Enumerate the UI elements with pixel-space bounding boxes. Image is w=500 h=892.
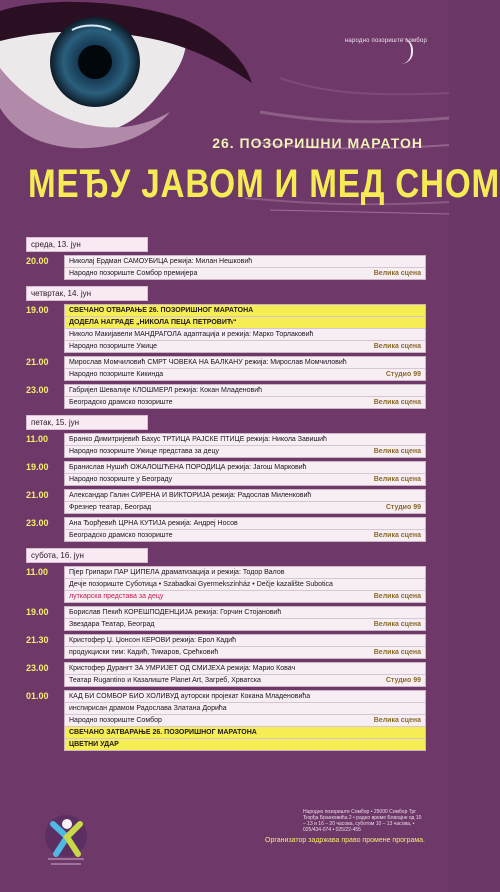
festival-title: МЕЂУ ЈАВОМ И МЕД СНОМ (28, 162, 500, 206)
theatre-brand: народно позориште сомбор (344, 38, 427, 44)
event-time: 11.00 (26, 567, 49, 577)
event-line: КАД БИ СОМБОР БИО ХОЛИВУД ауторски пројекат Кокана Младеновића (65, 691, 425, 703)
event-venue-line (65, 446, 425, 457)
event-line: Ана Ђорђевић ЦРНА КУТИЈА режија: Андреј Носов (65, 518, 425, 530)
event-card (64, 304, 426, 353)
day-heading: субота, 16. јун (26, 548, 148, 563)
event-company: Народно позориште Сомбор премијера (69, 270, 198, 277)
event-card (64, 690, 426, 751)
event-row (26, 489, 426, 514)
event-row (26, 606, 426, 631)
event-venue: Велика сцена (373, 399, 421, 406)
event-row (26, 517, 426, 542)
event-highlight-line: СВЕЧАНО ОТВАРАЊЕ 26. ПОЗОРИШНОГ МАРАТОНА (65, 305, 425, 317)
event-company: Фрезнер театар, Београд (69, 504, 152, 511)
event-card (64, 433, 426, 458)
event-time: 21.00 (26, 490, 49, 500)
event-row (26, 662, 426, 687)
event-row (26, 433, 426, 458)
event-venue-line (65, 268, 425, 279)
event-line: Бранко Димитријевић Бахус ТРТИЦА РАЈСКЕ ПТИЦЕ режија: Никола Завишић (65, 434, 425, 446)
event-time: 23.00 (26, 385, 49, 395)
event-time: 11.00 (26, 434, 49, 444)
event-time: 21.00 (26, 357, 49, 367)
event-row (26, 690, 426, 751)
event-company: Народно позориште Ужице представа за децу (69, 448, 219, 455)
event-venue: Велика сцена (373, 532, 421, 539)
event-company: Народно позориште Ужице (69, 343, 158, 350)
event-venue: Студио 99 (385, 371, 421, 378)
event-row (26, 304, 426, 353)
event-note: луткарска представа за децу (69, 593, 164, 600)
event-line: Николај Ердман САМОУБИЦА режија: Милан Нешковић (65, 256, 425, 268)
event-line: Кристофер Џ. Џонсон КЕРОВИ режија: Ерол Кадић (65, 635, 425, 647)
event-card (64, 662, 426, 687)
event-highlight-line: СВЕЧАНО ЗАТВАРАЊЕ 26. ПОЗОРИШНОГ МАРАТОНА (65, 727, 425, 739)
day-heading: петак, 15. јун (26, 415, 148, 430)
event-venue-line (65, 369, 425, 380)
event-card (64, 255, 426, 280)
event-time: 23.00 (26, 663, 49, 673)
event-highlight-line: ДОДЕЛА НАГРАДЕ „НИКОЛА ПЕЦА ПЕТРОВИЋ“ (65, 317, 425, 329)
event-line: Кристофер Дурангт ЗА УМРИЈЕТ ОД СМИЈЕХА режија: Марио Ковач (65, 663, 425, 675)
event-venue: Велика сцена (373, 448, 421, 455)
event-venue: Велика сцена (373, 717, 421, 724)
event-time: 23.00 (26, 518, 49, 528)
event-line: Борислав Пекић КОРЕШПОДЕНЦИЈА режија: Горчин Стојановић (65, 607, 425, 619)
event-company: Народно позориште Сомбор (69, 717, 162, 724)
event-time: 19.00 (26, 305, 49, 315)
event-time: 19.00 (26, 462, 49, 472)
event-row (26, 356, 426, 381)
event-card (64, 517, 426, 542)
festival-logo (36, 812, 96, 870)
event-company: Београдско драмско позориште (69, 532, 173, 539)
event-card (64, 489, 426, 514)
event-card (64, 461, 426, 486)
event-venue-line (65, 397, 425, 408)
event-line: инспирисан драмом Радослава Златана Дорића (65, 703, 425, 715)
event-time: 21.30 (26, 635, 49, 645)
event-line: Дечје позориште Суботица • Szabadkai Gyermekszínház • Dečje kazalište Subotica (65, 579, 425, 591)
event-venue-line (65, 619, 425, 630)
event-venue: Велика сцена (373, 649, 421, 656)
event-line: Бранислав Нушић ОЖАЛОШЋЕНА ПОРОДИЦА режија: Јагош Марковић (65, 462, 425, 474)
event-time: 01.00 (26, 691, 49, 701)
event-line: Пјер Грипари ПАР ЦИПЕЛА драматизација и режија: Тодор Валов (65, 567, 425, 579)
event-venue-line (65, 591, 425, 602)
day-section (26, 415, 426, 542)
day-section (26, 237, 426, 280)
event-card (64, 356, 426, 381)
day-section (26, 548, 426, 751)
festival-subtitle: 26. ПОЗОРИШНИ МАРАТОН (212, 135, 423, 151)
event-venue: Велика сцена (373, 621, 421, 628)
event-venue-line (65, 341, 425, 352)
event-venue: Велика сцена (373, 270, 421, 277)
event-company: Народно позориште Кикинда (69, 371, 164, 378)
event-venue-line (65, 530, 425, 541)
event-row (26, 384, 426, 409)
event-venue-line (65, 675, 425, 686)
event-card (64, 384, 426, 409)
event-venue-line (65, 647, 425, 658)
event-row (26, 566, 426, 603)
event-venue: Велика сцена (373, 593, 421, 600)
event-row (26, 634, 426, 659)
day-heading: четвртак, 14. јун (26, 286, 148, 301)
event-time: 20.00 (26, 256, 49, 266)
event-venue-line (65, 715, 425, 727)
event-highlight-line: ЦВЕТНИ УДАР (65, 739, 425, 750)
event-line: Николо Макијавели МАНДРАГОЛА адаптација и режија: Марко Торлаковић (65, 329, 425, 341)
day-section (26, 286, 426, 409)
event-line: Мирослав Момчиловић СМРТ ЧОВЕКА НА БАЛКАНУ режија: Мирослав Момчиловић (65, 357, 425, 369)
event-card (64, 634, 426, 659)
footer-note: Организатор задржава право промене програма. (265, 837, 425, 844)
event-venue: Студио 99 (385, 504, 421, 511)
footer-contact-text: Народно позориште Сомбор • 25000 Сомбор Трг Ђорђа Бранковића 2 • радно време Благајне од 10 – 13 и 16 – 20 часова, суботом 10 – 13 часова, • 025/434-074 • 025/22-455 (303, 809, 422, 833)
event-line: Александар Галин СИРЕНА И ВИКТОРИЈА режија: Радослав Миленковић (65, 490, 425, 502)
event-company: Народно позориште у Београду (69, 476, 173, 483)
event-row (26, 255, 426, 280)
event-company: Звездара Театар, Београд (69, 621, 155, 628)
event-time: 19.00 (26, 607, 49, 617)
event-venue: Велика сцена (373, 476, 421, 483)
schedule (26, 237, 426, 757)
event-company: Театар Rugantino и Казалиште Planet Art, Загреб, Хрватска (69, 677, 261, 684)
event-venue: Велика сцена (373, 343, 421, 350)
event-card (64, 566, 426, 603)
event-venue-line (65, 502, 425, 513)
event-company: продукциски тим: Кадић, Тимаров, Срећковић (69, 649, 219, 656)
day-heading: среда, 13. јун (26, 237, 148, 252)
event-card (64, 606, 426, 631)
event-venue: Студио 99 (385, 677, 421, 684)
event-company: Београдско драмско позориште (69, 399, 173, 406)
event-venue-line (65, 474, 425, 485)
event-row (26, 461, 426, 486)
event-line: Габријел Шевалије КЛОШМЕРЛ режија: Кокан Младеновић (65, 385, 425, 397)
